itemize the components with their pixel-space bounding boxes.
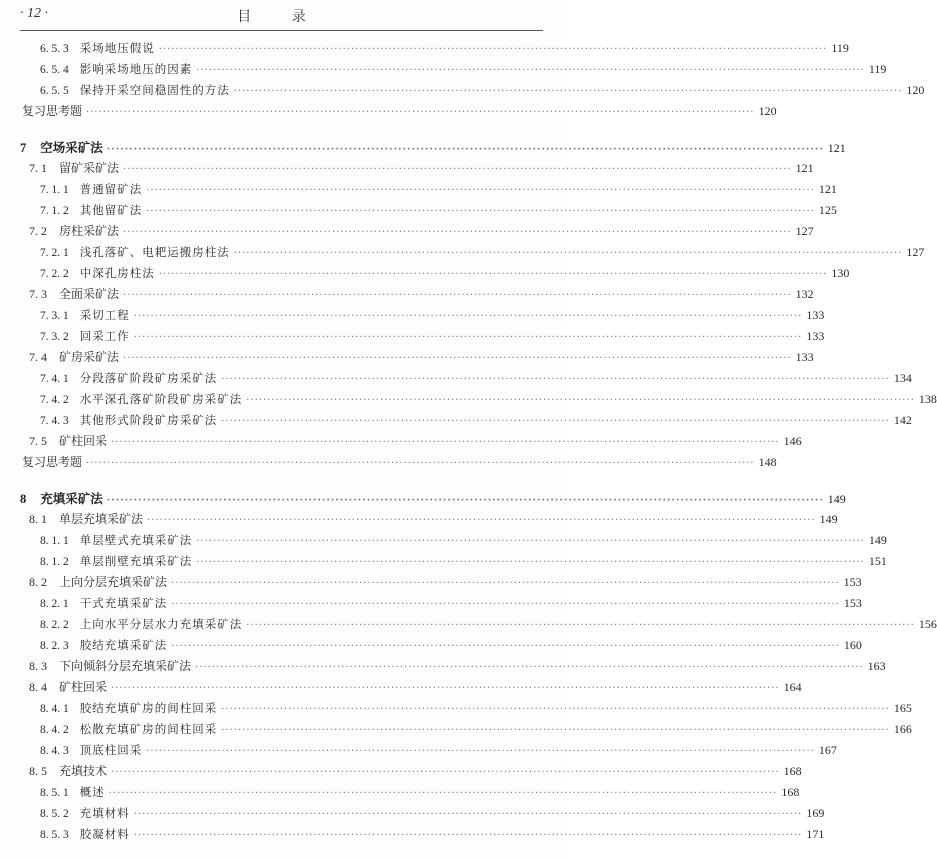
toc-section-row	[0, 347, 814, 368]
toc-entry-number: 7. 1	[29, 161, 47, 175]
toc-entry-number: 7. 4	[29, 350, 47, 364]
toc-entry-title: 全面采矿法	[59, 287, 120, 301]
toc-entry-title: 矿房采矿法	[59, 350, 120, 364]
toc-leader-dots: ································································································································································	[123, 164, 792, 175]
toc-subsection-row	[0, 326, 825, 347]
toc-entry-number: 7. 3	[29, 287, 47, 301]
toc-page-number: 138	[918, 392, 937, 406]
toc-page-number: 121	[795, 161, 814, 175]
toc-page-number: 160	[843, 638, 862, 652]
toc-leader-dots: ································································································································································	[196, 557, 865, 568]
toc-page-number: 134	[893, 371, 912, 385]
toc-entry-number: 7	[20, 141, 27, 155]
toc-page-number: 119	[831, 41, 849, 55]
toc-leader-dots: ································································································································································	[246, 620, 915, 631]
toc-leader-dots: ································································································································································	[123, 227, 792, 238]
toc-entry-number: 7. 4. 3	[40, 415, 69, 427]
toc-leader-dots: ································································································································································	[108, 788, 778, 799]
toc-entry-number: 7. 4. 1	[40, 373, 69, 385]
toc-entry-title: 矿柱回采	[59, 680, 108, 694]
header-page-number: · 12 ·	[20, 6, 48, 21]
toc-entry-title: 留矿采矿法	[59, 161, 120, 175]
toc-subsection-row	[0, 782, 800, 803]
toc-entry-number: 8. 3	[29, 659, 47, 673]
toc-subsection-row	[0, 410, 912, 431]
toc-entry-title: 单层削壁充填采矿法	[79, 554, 193, 568]
toc-section-row	[0, 572, 862, 593]
toc-subsection-row	[0, 614, 937, 635]
toc-leader-dots: ································································································································································	[221, 374, 890, 385]
toc-entry-title: 普通留矿法	[79, 182, 143, 196]
toc-entry-title: 矿柱回采	[59, 434, 108, 448]
toc-page-number: 165	[893, 701, 912, 715]
toc-list	[0, 38, 937, 845]
toc-review-row	[0, 452, 777, 473]
toc-entry-title: 浅孔落矿、电耙运搬房柱法	[79, 245, 230, 259]
toc-leader-dots: ································································································································································	[195, 662, 864, 673]
toc-leader-dots: ································································································································································	[146, 185, 815, 196]
header-title: 目 录	[237, 9, 324, 25]
toc-page-number: 168	[783, 764, 802, 778]
toc-entry-title: 充填采矿法	[40, 491, 103, 506]
toc-page-number: 133	[795, 350, 814, 364]
toc-page-number: 166	[893, 722, 912, 736]
toc-entry-title: 胶凝材料	[79, 827, 130, 841]
toc-page-number: 149	[827, 492, 846, 506]
toc-entry-number: 8. 5	[29, 764, 47, 778]
toc-entry-title: 单层壁式充填采矿法	[79, 533, 193, 547]
toc-review-row	[0, 101, 777, 122]
header-rule	[20, 30, 543, 31]
toc-leader-dots: ································································································································································	[111, 767, 780, 778]
toc-entry-number: 7. 3. 1	[40, 310, 69, 322]
toc-entry-number: 6. 5. 4	[40, 64, 69, 76]
toc-entry-number: 7. 4. 2	[40, 394, 69, 406]
toc-page-number: 127	[795, 224, 814, 238]
toc-entry-number: 8. 4. 3	[40, 745, 69, 757]
toc-entry-number: 8. 1. 2	[40, 556, 69, 568]
toc-entry-number: 7. 2	[29, 224, 47, 238]
toc-leader-dots: ································································································································································	[221, 704, 890, 715]
toc-chapter-row	[0, 488, 846, 509]
toc-entry-title: 下向倾斜分层充填采矿法	[59, 659, 192, 673]
toc-entry-title: 中深孔房柱法	[79, 266, 155, 280]
toc-entry-number: 8. 4. 1	[40, 703, 69, 715]
toc-page-number: 127	[906, 245, 925, 259]
toc-entry-title: 采切工程	[79, 308, 130, 322]
toc-leader-dots: ································································································································································	[133, 830, 803, 841]
toc-entry-title: 上向水平分层水力充填采矿法	[79, 617, 243, 631]
toc-page-number: 125	[818, 203, 837, 217]
toc-entry-number: 7. 1. 1	[40, 184, 69, 196]
toc-entry-number: 8. 5. 1	[40, 787, 69, 799]
toc-section-row	[0, 431, 802, 452]
toc-entry-number: 8. 2. 1	[40, 598, 69, 610]
toc-entry-title: 胶结充填矿房的间柱回采	[79, 701, 218, 715]
toc-entry-title: 上向分层充填采矿法	[59, 575, 168, 589]
toc-entry-title: 其他留矿法	[79, 203, 143, 217]
toc-entry-number: 8. 5. 2	[40, 808, 69, 820]
toc-leader-dots: ································································································································································	[86, 458, 755, 469]
toc-page-number: 120	[758, 104, 777, 118]
toc-entry-number: 6. 5. 5	[40, 85, 69, 97]
toc-entry-title: 充填技术	[59, 764, 108, 778]
toc-leader-dots: ································································································································································	[133, 332, 803, 343]
toc-page-number: 130	[831, 266, 850, 280]
toc-entry-title: 回采工作	[79, 329, 130, 343]
toc-section-row	[0, 677, 802, 698]
toc-leader-dots: ································································································································································	[146, 206, 815, 217]
toc-page-number: 149	[868, 533, 887, 547]
toc-leader-dots: ································································································································································	[196, 536, 865, 547]
toc-section-row	[0, 509, 838, 530]
toc-entry-title: 单层充填采矿法	[59, 512, 144, 526]
toc-subsection-row	[0, 635, 862, 656]
toc-leader-dots: ································································································································································	[123, 353, 792, 364]
toc-entry-number: 8. 4	[29, 680, 47, 694]
toc-subsection-row	[0, 80, 925, 101]
toc-entry-number: 8. 2	[29, 575, 47, 589]
toc-leader-dots: ································································································································································	[133, 809, 803, 820]
toc-page-number: 153	[843, 596, 862, 610]
toc-leader-dots: ································································································································································	[196, 65, 865, 76]
toc-chapter-row	[0, 137, 846, 158]
toc-subsection-row	[0, 389, 937, 410]
toc-entry-number: 7. 5	[29, 434, 47, 448]
toc-leader-dots: ································································································································································	[86, 107, 755, 118]
toc-leader-dots: ································································································································································	[123, 290, 792, 301]
toc-entry-title: 复习思考题	[22, 455, 83, 469]
toc-page-number: 171	[806, 827, 825, 841]
toc-leader-dots: ································································································································································	[106, 144, 824, 155]
toc-page-number: 164	[783, 680, 802, 694]
toc-leader-dots: ································································································································································	[171, 599, 840, 610]
toc-entry-title: 采场地压假说	[79, 41, 155, 55]
toc-page-number: 163	[867, 659, 886, 673]
toc-page-number: 169	[806, 806, 825, 820]
toc-entry-title: 空场采矿法	[40, 140, 103, 155]
toc-entry-number: 8. 1. 1	[40, 535, 69, 547]
toc-entry-title: 水平深孔落矿阶段矿房采矿法	[79, 392, 243, 406]
toc-page-number: 148	[758, 455, 777, 469]
toc-subsection-row	[0, 698, 912, 719]
toc-entry-number: 8. 2. 2	[40, 619, 69, 631]
toc-entry-number: 8. 2. 3	[40, 640, 69, 652]
toc-page-number: 167	[818, 743, 837, 757]
toc-entry-number: 8	[20, 492, 27, 506]
toc-page-number: 121	[818, 182, 837, 196]
toc-entry-number: 6. 5. 3	[40, 43, 69, 55]
toc-entry-number: 7. 2. 2	[40, 268, 69, 280]
toc-leader-dots: ································································································································································	[233, 248, 903, 259]
toc-page-number: 121	[827, 141, 846, 155]
toc-entry-title: 影响采场地压的因素	[79, 62, 193, 76]
toc-page-number: 132	[795, 287, 814, 301]
toc-entry-title: 胶结充填采矿法	[79, 638, 168, 652]
toc-leader-dots: ································································································································································	[111, 683, 780, 694]
toc-entry-number: 8. 4. 2	[40, 724, 69, 736]
toc-subsection-row	[0, 719, 912, 740]
toc-subsection-row	[0, 803, 825, 824]
toc-leader-dots: ································································································································································	[158, 44, 828, 55]
toc-entry-title: 干式充填采矿法	[79, 596, 168, 610]
toc-leader-dots: ································································································································································	[106, 495, 824, 506]
toc-leader-dots: ································································································································································	[171, 641, 840, 652]
toc-subsection-row	[0, 242, 925, 263]
toc-leader-dots: ································································································································································	[221, 416, 890, 427]
toc-page-number: 133	[806, 308, 825, 322]
toc-entry-title: 分段落矿阶段矿房采矿法	[79, 371, 218, 385]
toc-subsection-row	[0, 305, 825, 326]
toc-subsection-row	[0, 740, 837, 761]
toc-subsection-row	[0, 551, 887, 572]
toc-page-number: 168	[781, 785, 800, 799]
toc-entry-number: 7. 1. 2	[40, 205, 69, 217]
toc-leader-dots: ································································································································································	[158, 269, 828, 280]
toc-subsection-row	[0, 263, 850, 284]
toc-leader-dots: ································································································································································	[221, 725, 890, 736]
toc-page-number: 151	[868, 554, 887, 568]
toc-leader-dots: ································································································································································	[133, 311, 803, 322]
toc-entry-title: 复习思考题	[22, 104, 83, 118]
toc-leader-dots: ································································································································································	[147, 515, 816, 526]
toc-entry-title: 顶底柱回采	[79, 743, 143, 757]
toc-page-number: 142	[893, 413, 912, 427]
toc-page-number: 149	[819, 512, 838, 526]
toc-entry-number: 7. 3. 2	[40, 331, 69, 343]
toc-subsection-row	[0, 593, 862, 614]
toc-page-number: 156	[918, 617, 937, 631]
toc-leader-dots: ································································································································································	[233, 86, 903, 97]
toc-entry-number: 8. 1	[29, 512, 47, 526]
toc-section-row	[0, 761, 802, 782]
toc-entry-title: 其他形式阶段矿房采矿法	[79, 413, 218, 427]
toc-section-row	[0, 158, 814, 179]
toc-page-number: 146	[783, 434, 802, 448]
toc-page-number: 119	[868, 62, 887, 76]
toc-leader-dots: ································································································································································	[171, 578, 840, 589]
toc-subsection-row	[0, 200, 837, 221]
toc-section-row	[0, 656, 886, 677]
toc-section-row	[0, 221, 814, 242]
toc-entry-number: 8. 5. 3	[40, 829, 69, 841]
toc-entry-number: 7. 2. 1	[40, 247, 69, 259]
toc-subsection-row	[0, 530, 887, 551]
toc-subsection-row	[0, 38, 849, 59]
toc-subsection-row	[0, 59, 887, 80]
toc-page-number: 120	[906, 83, 925, 97]
toc-leader-dots: ································································································································································	[246, 395, 915, 406]
toc-entry-title: 概述	[79, 785, 105, 799]
toc-entry-title: 充填材料	[79, 806, 130, 820]
toc-subsection-row	[0, 179, 837, 200]
toc-entry-title: 保持开采空间稳固性的方法	[79, 83, 230, 97]
toc-entry-title: 房柱采矿法	[59, 224, 120, 238]
toc-leader-dots: ································································································································································	[111, 437, 780, 448]
toc-section-row	[0, 284, 814, 305]
toc-subsection-row	[0, 824, 825, 845]
toc-entry-title: 松散充填矿房的间柱回采	[79, 722, 218, 736]
toc-leader-dots: ································································································································································	[146, 746, 815, 757]
toc-subsection-row	[0, 368, 912, 389]
toc-page-number: 153	[843, 575, 862, 589]
toc-page-number: 133	[806, 329, 825, 343]
